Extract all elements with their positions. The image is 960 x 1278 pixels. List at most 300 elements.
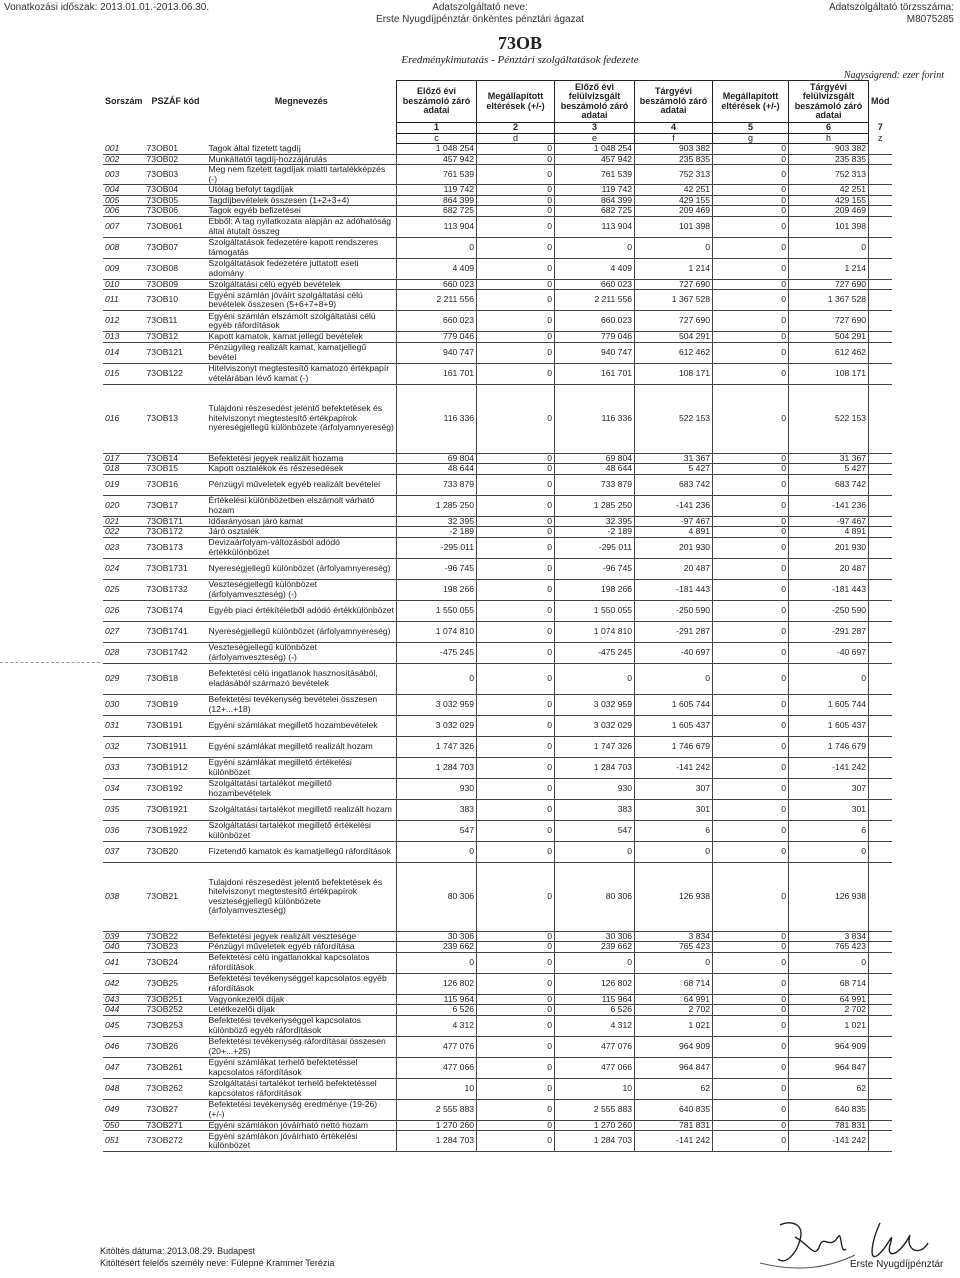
row-mod	[869, 206, 892, 217]
row-value-6: 0	[789, 952, 869, 973]
row-value-3: 477 066	[555, 1057, 635, 1078]
table-row	[103, 1015, 892, 1036]
row-code: 73OB27	[145, 1099, 207, 1120]
row-number: 027	[103, 621, 145, 642]
row-code: 73OB271	[145, 1120, 207, 1131]
row-mod	[869, 973, 892, 994]
col-sorszam: Sorszám	[105, 95, 143, 106]
row-value-2: 0	[477, 757, 555, 778]
row-value-1: 1 285 250	[397, 495, 477, 516]
row-value-3: 4 409	[555, 258, 635, 279]
row-value-2: 0	[477, 332, 555, 343]
row-value-6: 903 382	[789, 144, 869, 155]
row-label: Hitelviszonyt megtestesítő kamatozó értékpapír vételárában lévő kamat (-)	[207, 363, 397, 384]
row-code: 73OB09	[145, 279, 207, 290]
row-value-3: 32 395	[555, 516, 635, 527]
row-value-2: 0	[477, 342, 555, 363]
row-mod	[869, 1120, 892, 1131]
row-label: Tagdíjbevételek összesen (1+2+3+4)	[207, 195, 397, 206]
row-value-1: 161 701	[397, 363, 477, 384]
row-mod	[869, 342, 892, 363]
row-value-2: 0	[477, 453, 555, 464]
row-mod	[869, 258, 892, 279]
row-value-3: 0	[555, 663, 635, 694]
row-value-5: 0	[713, 600, 789, 621]
report-title: 73OB	[497, 33, 542, 53]
row-label: Szolgáltatások fedezetére kapott rendszeres támogatás	[207, 237, 397, 258]
row-number: 021	[103, 516, 145, 527]
row-value-1: 239 662	[397, 942, 477, 953]
row-mod	[869, 154, 892, 165]
row-value-5: 0	[713, 1015, 789, 1036]
row-value-5: 0	[713, 237, 789, 258]
row-value-3: 161 701	[555, 363, 635, 384]
row-value-5: 0	[713, 778, 789, 799]
row-value-4: 1 746 679	[635, 736, 713, 757]
row-value-4: 1 605 744	[635, 694, 713, 715]
row-label: Nyereségjellegű különbözet (árfolyamnyereség)	[207, 558, 397, 579]
row-value-1: 3 032 029	[397, 715, 477, 736]
row-value-5: 0	[713, 206, 789, 217]
row-value-2: 0	[477, 799, 555, 820]
row-value-4: -97 467	[635, 516, 713, 527]
row-label: Nyereségjellegű különbözet (árfolyamnyereség)	[207, 621, 397, 642]
row-label: Egyéni számlán jóváírt szolgáltatási célú bevételek összesen (5+6+7+8+9)	[207, 290, 397, 311]
row-code: 73OB02	[145, 154, 207, 165]
row-value-6: -181 443	[789, 579, 869, 600]
row-value-4: 640 835	[635, 1099, 713, 1120]
row-value-5: 0	[713, 642, 789, 663]
table-row	[103, 600, 892, 621]
row-value-4: 752 313	[635, 165, 713, 185]
table-row	[103, 952, 892, 973]
row-number: 019	[103, 474, 145, 495]
row-number: 022	[103, 527, 145, 538]
row-value-6: 20 487	[789, 558, 869, 579]
row-value-5: 0	[713, 384, 789, 453]
row-number: 028	[103, 642, 145, 663]
row-mod	[869, 311, 892, 332]
row-value-6: 1 021	[789, 1015, 869, 1036]
row-label: Egyéni számlákat megillető értékelési különbözet	[207, 757, 397, 778]
row-code: 73OB1921	[145, 799, 207, 820]
row-value-6: 6	[789, 820, 869, 841]
row-mod	[869, 694, 892, 715]
row-value-2: 0	[477, 495, 555, 516]
row-value-3: 733 879	[555, 474, 635, 495]
table-row	[103, 663, 892, 694]
row-value-2: 0	[477, 206, 555, 217]
table-row	[103, 311, 892, 332]
row-value-1: 113 904	[397, 216, 477, 237]
row-value-2: 0	[477, 216, 555, 237]
col-letter-2: d	[477, 133, 555, 144]
row-label: Szolgáltatási tartalékot megillető hozambevételek	[207, 778, 397, 799]
row-value-2: 0	[477, 290, 555, 311]
row-label: Egyéni számlákat terhelő befektetéssel kapcsolatos ráfordítások	[207, 1057, 397, 1078]
row-value-4: 0	[635, 663, 713, 694]
col-letter-4: f	[635, 133, 713, 144]
row-value-1: 1 074 810	[397, 621, 477, 642]
row-value-1: 198 266	[397, 579, 477, 600]
row-value-3: 116 336	[555, 384, 635, 453]
table-row	[103, 757, 892, 778]
col-5: Megállapított eltérések (+/-)	[713, 81, 789, 123]
row-value-5: 0	[713, 495, 789, 516]
row-value-2: 0	[477, 663, 555, 694]
col-mod: Mód	[871, 95, 890, 106]
row-number: 006	[103, 206, 145, 217]
row-value-2: 0	[477, 778, 555, 799]
row-value-4: 201 930	[635, 537, 713, 558]
row-code: 73OB10	[145, 290, 207, 311]
row-value-3: 864 399	[555, 195, 635, 206]
table-row	[103, 516, 892, 527]
row-value-5: 0	[713, 1005, 789, 1016]
row-number: 033	[103, 757, 145, 778]
row-label: Befektetési célú ingatlanokkal kapcsolatos ráfordítások	[207, 952, 397, 973]
provider-name: Erste Nyugdíjpénztár önkéntes pénztári ágazat	[376, 14, 584, 25]
row-code: 73OB12	[145, 332, 207, 343]
col-4: Tárgyévi beszámoló záró adatai	[635, 81, 713, 123]
table-row	[103, 1099, 892, 1120]
table-row	[103, 165, 892, 185]
row-value-5: 0	[713, 942, 789, 953]
row-value-4: -141 242	[635, 757, 713, 778]
row-value-3: 48 644	[555, 464, 635, 475]
row-code: 73OB01	[145, 144, 207, 155]
row-value-2: 0	[477, 464, 555, 475]
row-value-6: 964 909	[789, 1036, 869, 1057]
row-value-5: 0	[713, 1078, 789, 1099]
table-row	[103, 537, 892, 558]
row-label: Befektetési tevékenység eredménye (19-26) (+/-)	[207, 1099, 397, 1120]
row-value-3: 30 306	[555, 931, 635, 942]
row-code: 73OB22	[145, 931, 207, 942]
row-value-6: 64 991	[789, 994, 869, 1005]
row-value-3: -96 745	[555, 558, 635, 579]
row-value-1: 32 395	[397, 516, 477, 527]
row-value-3: 1 284 703	[555, 1131, 635, 1152]
row-mod	[869, 527, 892, 538]
row-value-2: 0	[477, 736, 555, 757]
row-code: 73OB11	[145, 311, 207, 332]
row-value-1: 761 539	[397, 165, 477, 185]
table-row	[103, 1078, 892, 1099]
row-value-5: 0	[713, 973, 789, 994]
row-number: 020	[103, 495, 145, 516]
table-row	[103, 579, 892, 600]
row-value-4: -291 287	[635, 621, 713, 642]
row-value-5: 0	[713, 1099, 789, 1120]
row-mod	[869, 1057, 892, 1078]
row-value-4: 765 423	[635, 942, 713, 953]
row-value-3: 779 046	[555, 332, 635, 343]
row-value-2: 0	[477, 516, 555, 527]
table-row	[103, 994, 892, 1005]
row-value-5: 0	[713, 279, 789, 290]
row-label: Pénzügyi műveletek egyéb ráfordítása	[207, 942, 397, 953]
col-pszaf: PSZÁF kód	[151, 95, 200, 106]
row-value-1: 1 747 326	[397, 736, 477, 757]
row-label: Befektetési tevékenységgel kapcsolatos egyéb ráfordítások	[207, 973, 397, 994]
table-row	[103, 185, 892, 196]
row-value-3: 69 804	[555, 453, 635, 464]
row-value-6: -141 242	[789, 757, 869, 778]
col-1: Előző évi beszámoló záró adatai	[397, 81, 477, 123]
row-value-4: 781 831	[635, 1120, 713, 1131]
row-value-3: 1 285 250	[555, 495, 635, 516]
row-value-5: 0	[713, 144, 789, 155]
row-code: 73OB252	[145, 1005, 207, 1016]
row-code: 73OB171	[145, 516, 207, 527]
row-value-3: 682 725	[555, 206, 635, 217]
table-row	[103, 715, 892, 736]
row-value-1: 1 270 260	[397, 1120, 477, 1131]
row-value-4: 31 367	[635, 453, 713, 464]
row-value-3: 1 747 326	[555, 736, 635, 757]
row-value-1: 930	[397, 778, 477, 799]
row-value-6: 31 367	[789, 453, 869, 464]
row-number: 042	[103, 973, 145, 994]
row-value-5: 0	[713, 694, 789, 715]
row-value-2: 0	[477, 621, 555, 642]
table-row	[103, 1005, 892, 1016]
row-value-1: 1 284 703	[397, 1131, 477, 1152]
row-value-6: -250 590	[789, 600, 869, 621]
row-value-6: 765 423	[789, 942, 869, 953]
col-megnevezes: Megnevezés	[274, 95, 328, 106]
row-number: 037	[103, 841, 145, 862]
row-code: 73OB191	[145, 715, 207, 736]
row-code: 73OB251	[145, 994, 207, 1005]
row-value-2: 0	[477, 1015, 555, 1036]
row-value-6: 727 690	[789, 311, 869, 332]
row-code: 73OB24	[145, 952, 207, 973]
row-value-1: 682 725	[397, 206, 477, 217]
row-value-1: 30 306	[397, 931, 477, 942]
row-label: Szolgáltatási tartalékot megillető realizált hozam	[207, 799, 397, 820]
row-code: 73OB1912	[145, 757, 207, 778]
row-code: 73OB122	[145, 363, 207, 384]
table-row	[103, 195, 892, 206]
row-value-6: 429 155	[789, 195, 869, 206]
row-mod	[869, 942, 892, 953]
row-mod	[869, 778, 892, 799]
row-mod	[869, 384, 892, 453]
row-label: Szolgáltatási tartalékot terhelő befektetéssel kapcsolatos ráfordítások	[207, 1078, 397, 1099]
row-number: 013	[103, 332, 145, 343]
table-row	[103, 736, 892, 757]
row-value-2: 0	[477, 537, 555, 558]
row-value-2: 0	[477, 237, 555, 258]
footer-date: Kitöltés dátuma: 2013.08.29. Budapest	[100, 1246, 256, 1256]
row-value-3: 940 747	[555, 342, 635, 363]
row-value-5: 0	[713, 195, 789, 206]
row-value-1: 0	[397, 841, 477, 862]
table-row	[103, 527, 892, 538]
row-value-6: 101 398	[789, 216, 869, 237]
row-value-6: -141 236	[789, 495, 869, 516]
row-value-2: 0	[477, 642, 555, 663]
row-value-4: 429 155	[635, 195, 713, 206]
row-mod	[869, 663, 892, 694]
registration-block	[829, 2, 954, 26]
row-mod	[869, 516, 892, 527]
row-label: Szolgáltatási célú egyéb bevételek	[207, 279, 397, 290]
row-value-3: 126 802	[555, 973, 635, 994]
row-value-4: 126 938	[635, 862, 713, 931]
row-value-4: -250 590	[635, 600, 713, 621]
row-value-5: 0	[713, 1057, 789, 1078]
row-value-1: 779 046	[397, 332, 477, 343]
row-number: 007	[103, 216, 145, 237]
row-value-1: -475 245	[397, 642, 477, 663]
row-mod	[869, 757, 892, 778]
row-number: 039	[103, 931, 145, 942]
row-value-4: 68 714	[635, 973, 713, 994]
row-code: 73OB26	[145, 1036, 207, 1057]
row-label: Tulajdoni részesedést jelentő befektetések és hitelviszonyt megtestesítő értékpapírok nyereségjellegű különbözete (árfolyamnyereség)	[207, 384, 397, 453]
row-number: 041	[103, 952, 145, 973]
table-row	[103, 778, 892, 799]
row-value-6: 964 847	[789, 1057, 869, 1078]
row-number: 029	[103, 663, 145, 694]
row-number: 034	[103, 778, 145, 799]
row-number: 048	[103, 1078, 145, 1099]
row-value-4: 612 462	[635, 342, 713, 363]
row-value-5: 0	[713, 862, 789, 931]
row-value-4: 1 214	[635, 258, 713, 279]
row-value-6: 0	[789, 663, 869, 694]
row-value-6: 209 469	[789, 206, 869, 217]
row-value-1: 0	[397, 237, 477, 258]
row-value-2: 0	[477, 1057, 555, 1078]
row-value-2: 0	[477, 154, 555, 165]
row-value-4: 727 690	[635, 279, 713, 290]
row-value-2: 0	[477, 994, 555, 1005]
row-value-4: 2 702	[635, 1005, 713, 1016]
row-value-1: 457 942	[397, 154, 477, 165]
row-value-6: 752 313	[789, 165, 869, 185]
row-code: 73OB061	[145, 216, 207, 237]
row-value-4: 42 251	[635, 185, 713, 196]
row-value-4: 1 021	[635, 1015, 713, 1036]
row-value-6: 0	[789, 841, 869, 862]
row-value-3: 457 942	[555, 154, 635, 165]
row-value-3: 930	[555, 778, 635, 799]
col-num-1: 1	[397, 123, 477, 134]
row-code: 73OB1731	[145, 558, 207, 579]
row-value-4: 64 991	[635, 994, 713, 1005]
row-value-3: 115 964	[555, 994, 635, 1005]
row-mod	[869, 736, 892, 757]
row-label: Befektetési tevékenységgel kapcsolatos különböző egyéb ráfordítások	[207, 1015, 397, 1036]
row-code: 73OB172	[145, 527, 207, 538]
row-code: 73OB272	[145, 1131, 207, 1152]
row-value-6: 1 746 679	[789, 736, 869, 757]
row-value-6: 201 930	[789, 537, 869, 558]
row-mod	[869, 216, 892, 237]
table-row	[103, 558, 892, 579]
row-mod	[869, 841, 892, 862]
row-code: 73OB1742	[145, 642, 207, 663]
table-row	[103, 862, 892, 931]
row-value-4: 3 834	[635, 931, 713, 942]
row-value-1: 660 023	[397, 311, 477, 332]
row-value-6: 1 367 528	[789, 290, 869, 311]
row-mod	[869, 453, 892, 464]
row-label: Fizetendő kamatok és kamatjellegű ráfordítások	[207, 841, 397, 862]
table-row	[103, 931, 892, 942]
row-number: 024	[103, 558, 145, 579]
row-label: Járó osztalék	[207, 527, 397, 538]
row-code: 73OB261	[145, 1057, 207, 1078]
row-value-4: -40 697	[635, 642, 713, 663]
row-value-2: 0	[477, 474, 555, 495]
row-value-2: 0	[477, 931, 555, 942]
row-label: Egyéni számlán elszámolt szolgáltatási célú egyéb ráfordítások	[207, 311, 397, 332]
row-value-2: 0	[477, 279, 555, 290]
row-value-6: 108 171	[789, 363, 869, 384]
row-code: 73OB192	[145, 778, 207, 799]
row-value-6: 5 427	[789, 464, 869, 475]
row-value-1: 0	[397, 663, 477, 694]
row-value-5: 0	[713, 216, 789, 237]
row-value-5: 0	[713, 799, 789, 820]
row-value-4: 964 909	[635, 1036, 713, 1057]
row-value-1: 10	[397, 1078, 477, 1099]
row-value-1: 1 284 703	[397, 757, 477, 778]
row-mod	[869, 144, 892, 155]
row-value-4: 108 171	[635, 363, 713, 384]
row-value-6: 781 831	[789, 1120, 869, 1131]
row-label: Munkáltatói tagdíj-hozzájárulás	[207, 154, 397, 165]
row-value-5: 0	[713, 621, 789, 642]
row-value-4: 964 847	[635, 1057, 713, 1078]
row-label: Tagok által fizetett tagdíj	[207, 144, 397, 155]
row-value-4: 101 398	[635, 216, 713, 237]
unit-label: Nagyságrend: ezer forint	[843, 70, 944, 81]
table-row	[103, 154, 892, 165]
table-row	[103, 453, 892, 464]
row-value-6: 1 214	[789, 258, 869, 279]
row-value-4: 4 891	[635, 527, 713, 538]
row-value-6: 68 714	[789, 973, 869, 994]
row-value-5: 0	[713, 736, 789, 757]
row-mod	[869, 715, 892, 736]
col-letter-3: e	[555, 133, 635, 144]
row-mod	[869, 363, 892, 384]
row-value-3: 660 023	[555, 311, 635, 332]
table-row	[103, 332, 892, 343]
row-value-6: 640 835	[789, 1099, 869, 1120]
row-value-6: 126 938	[789, 862, 869, 931]
row-mod	[869, 931, 892, 942]
row-value-5: 0	[713, 154, 789, 165]
row-value-1: 660 023	[397, 279, 477, 290]
row-value-4: 301	[635, 799, 713, 820]
row-value-6: 683 742	[789, 474, 869, 495]
row-value-5: 0	[713, 332, 789, 343]
table-row	[103, 820, 892, 841]
row-value-5: 0	[713, 464, 789, 475]
row-mod	[869, 464, 892, 475]
table-row	[103, 206, 892, 217]
row-mod	[869, 474, 892, 495]
row-code: 73OB06	[145, 206, 207, 217]
row-label: Egyéni számlákon jóváírható értékelési különbözet	[207, 1131, 397, 1152]
